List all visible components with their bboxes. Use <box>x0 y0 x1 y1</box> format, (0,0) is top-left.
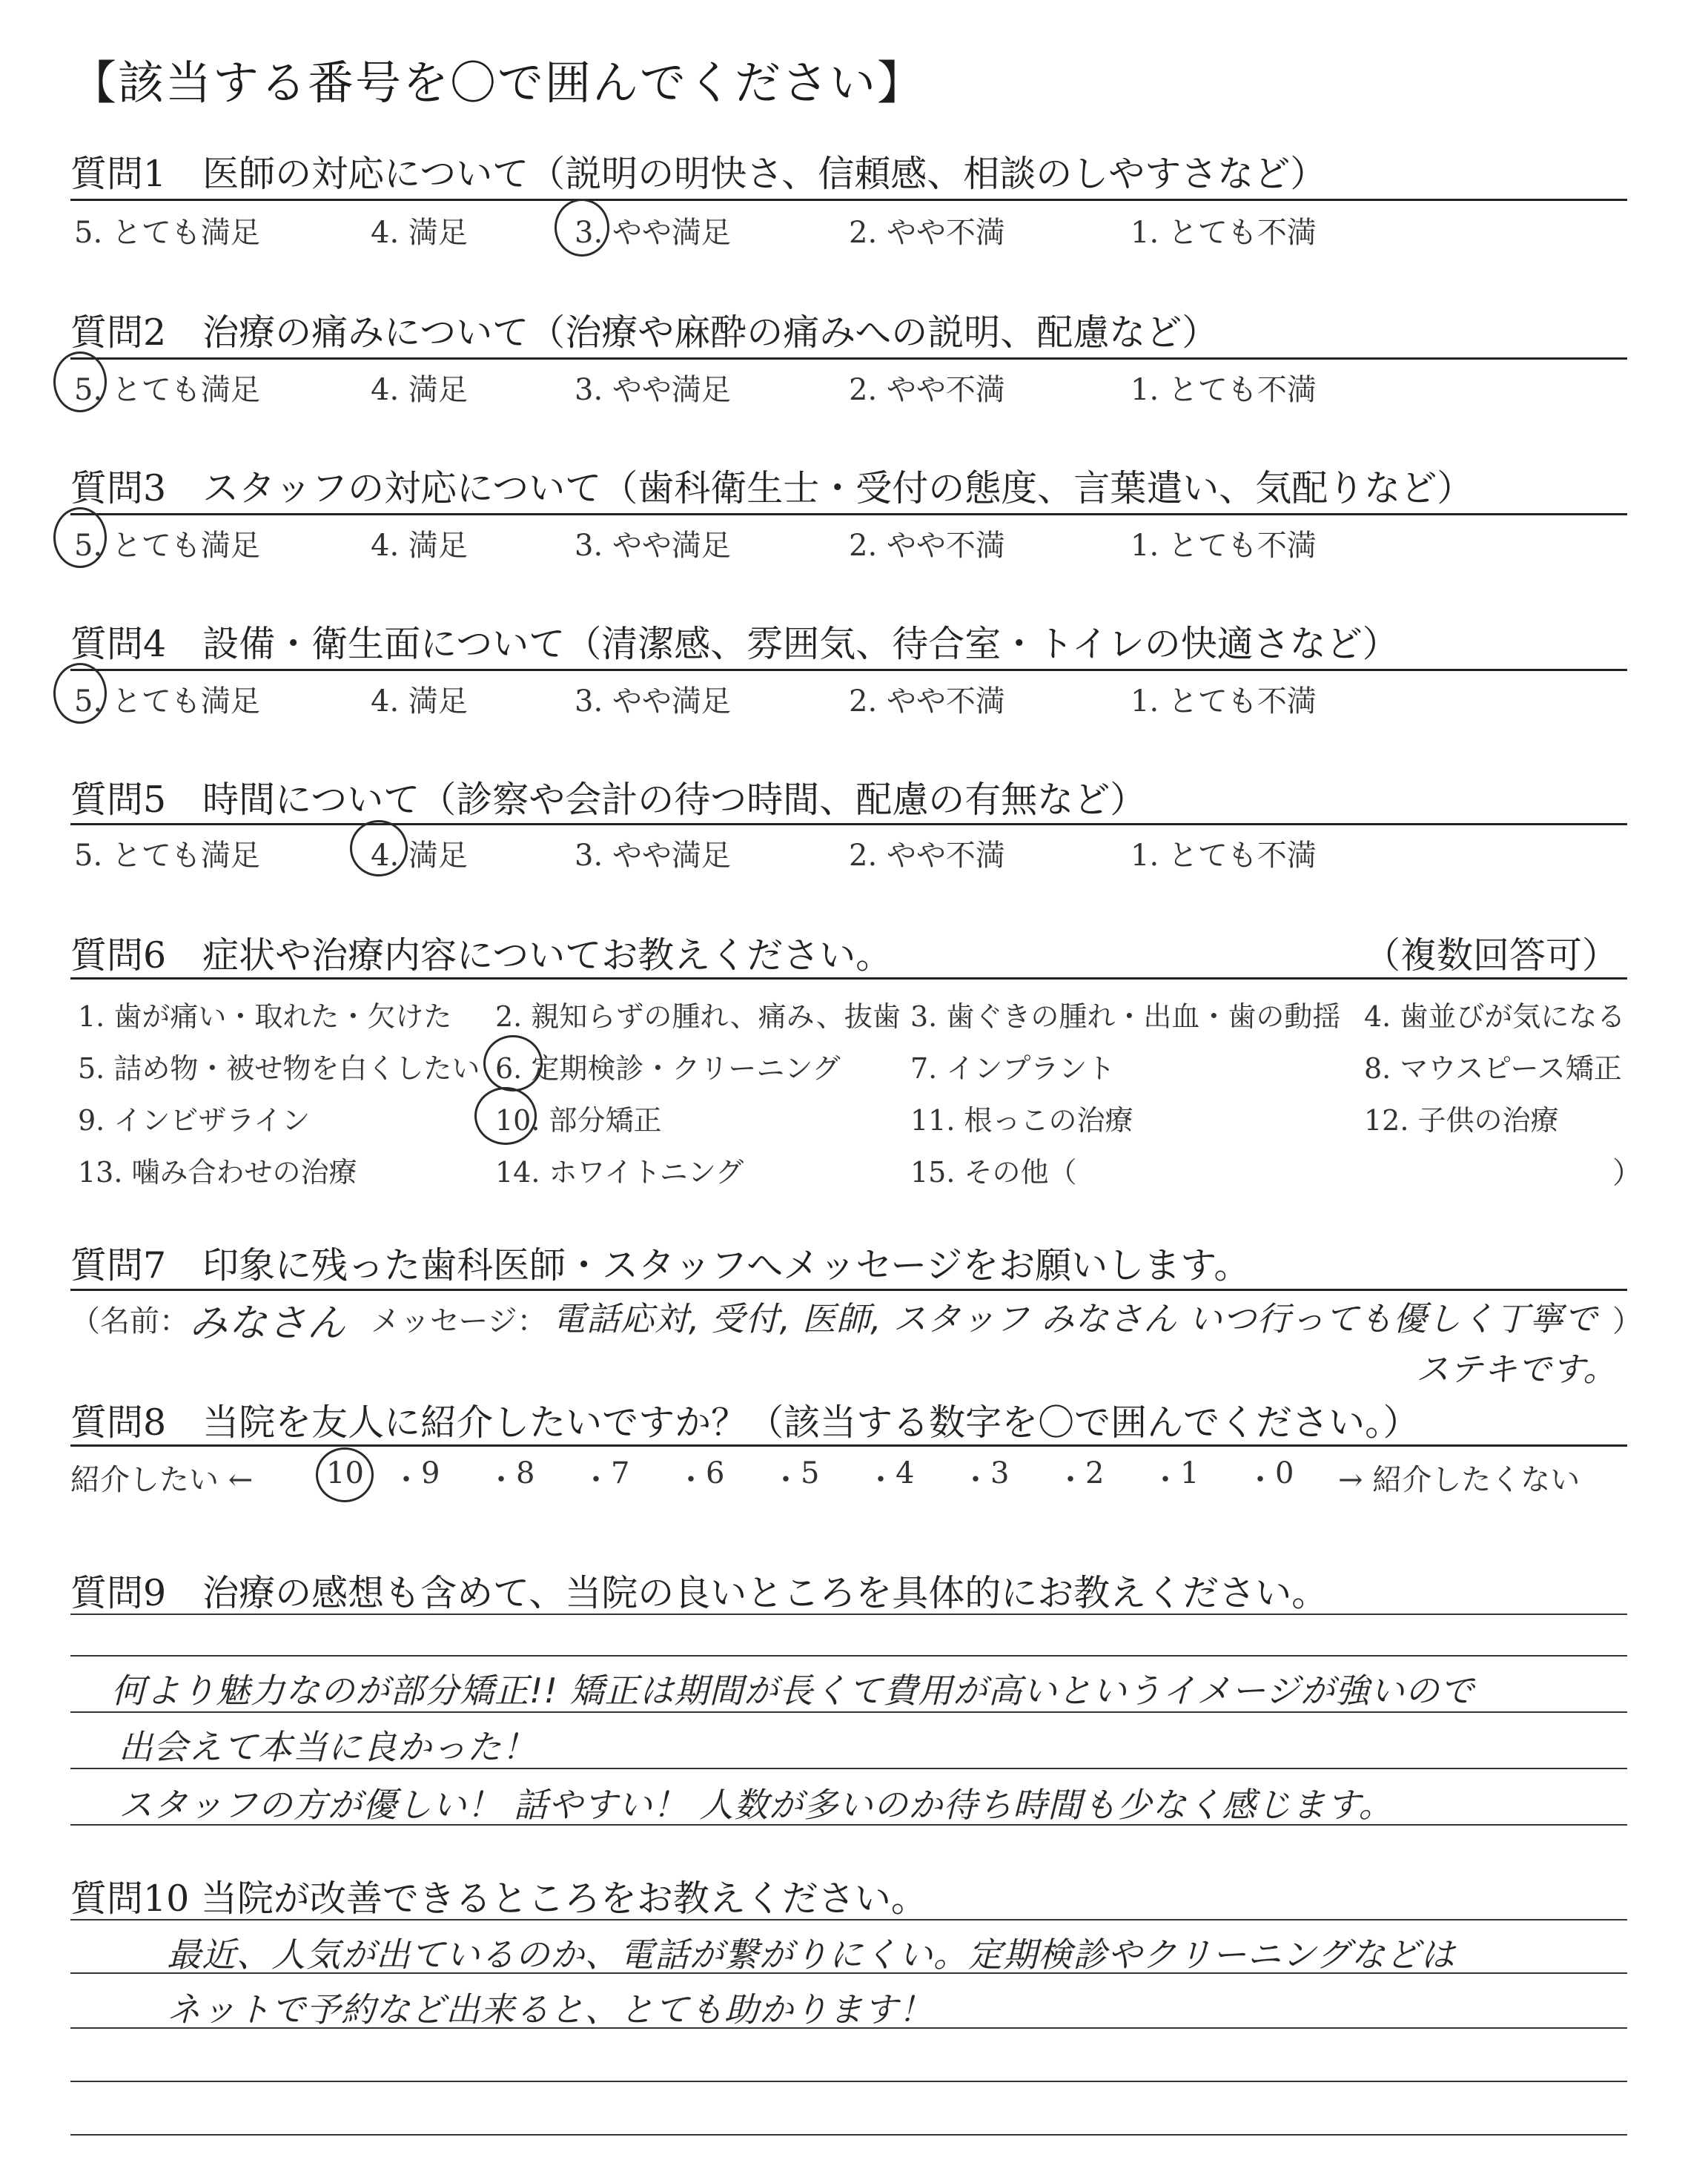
q8-separator-dot: ・ <box>961 1463 990 1497</box>
q1-title: 質問1 医師の対応について（説明の明快さ、信頼感、相談のしやすさなど） <box>70 153 1327 195</box>
q1-option-3[interactable]: 3. やや満足 <box>575 216 731 250</box>
q5-option-4[interactable]: 4. 満足 <box>371 839 468 873</box>
q7-message-line1[interactable]: 電話応対, 受付, 医師, スタッフ みなさん いつ行っても優しく丁寧で <box>552 1299 1598 1338</box>
q4-option-5[interactable]: 5. とても満足 <box>74 684 260 719</box>
q6-option[interactable]: 15. その他（ <box>910 1156 1077 1189</box>
q3-option-1[interactable]: 1. とても不満 <box>1131 529 1317 563</box>
q7-message-label: メッセージ： <box>371 1304 547 1338</box>
q6-option[interactable]: 10. 部分矯正 <box>495 1104 662 1137</box>
q3-selection-circle <box>53 507 107 568</box>
q6-option[interactable]: 11. 根っこの治療 <box>910 1104 1133 1137</box>
q9-answer-line1[interactable]: 何より魅力なのが部分矯正!! 矯正は期間が長くて費用が高いというイメージが強いので <box>111 1671 1475 1711</box>
q8-number-8[interactable]: 8 <box>516 1456 535 1490</box>
q8-number-1[interactable]: 1 <box>1180 1456 1199 1490</box>
q5-rule <box>70 823 1627 825</box>
q4-option-1[interactable]: 1. とても不満 <box>1131 684 1317 719</box>
q8-number-6[interactable]: 6 <box>706 1456 725 1490</box>
q6-option[interactable]: 3. 歯ぐきの腫れ・出血・歯の動揺 <box>910 1000 1341 1033</box>
q1-rule <box>70 199 1627 201</box>
q8-separator-dot: ・ <box>866 1463 896 1497</box>
q9-rule <box>70 1614 1627 1615</box>
q8-separator-dot: ・ <box>581 1463 611 1497</box>
q5-title: 質問5 時間について（診察や会計の待つ時間、配慮の有無など） <box>70 779 1147 821</box>
q8-separator-dot: ・ <box>1245 1463 1275 1497</box>
q8-number-10[interactable]: 10 <box>326 1456 364 1490</box>
q7-name-label: （名前： <box>70 1304 189 1338</box>
q6-option[interactable]: 1. 歯が痛い・取れた・欠けた <box>78 1000 452 1033</box>
q8-left-label: 紹介したい ← <box>70 1463 254 1497</box>
page-heading: 【該当する番号を〇で囲んでください】 <box>70 56 925 110</box>
q8-separator-dot: ・ <box>1151 1463 1180 1497</box>
q7-rule <box>70 1289 1627 1291</box>
q4-rule <box>70 669 1627 671</box>
q3-option-5[interactable]: 5. とても満足 <box>74 529 260 563</box>
q6-option[interactable]: 14. ホワイトニング <box>495 1156 744 1189</box>
q6-option[interactable]: 7. インプラント <box>910 1052 1116 1085</box>
q7-close-paren: ） <box>1612 1304 1642 1338</box>
q6-option[interactable]: 6. 定期検診・クリーニング <box>495 1052 841 1085</box>
q8-number-9[interactable]: 9 <box>421 1456 440 1490</box>
q2-option-4[interactable]: 4. 満足 <box>371 373 468 407</box>
q9-answer-line <box>70 1655 1627 1657</box>
q6-option[interactable]: 2. 親知らずの腫れ、痛み、抜歯 <box>495 1000 901 1033</box>
q2-selection-circle <box>53 351 107 412</box>
q8-title: 質問8 当院を友人に紹介したいですか？（該当する数字を〇で囲んでください。） <box>70 1401 1420 1444</box>
q8-separator-dot: ・ <box>676 1463 706 1497</box>
q6-title: 質問6 症状や治療内容についてお教えください。 <box>70 934 893 977</box>
q10-title: 質問10 当院が改善できるところをお教えください。 <box>70 1877 927 1920</box>
q6-selection-circle-10 <box>474 1087 537 1145</box>
q4-title: 質問4 設備・衛生面について（清潔感、雰囲気、待合室・トイレの快適さなど） <box>70 623 1399 665</box>
q2-option-5[interactable]: 5. とても満足 <box>74 373 260 407</box>
q3-rule <box>70 513 1627 515</box>
q2-title: 質問2 治療の痛みについて（治療や麻酔の痛みへの説明、配慮など） <box>70 311 1219 354</box>
q4-option-4[interactable]: 4. 満足 <box>371 684 468 719</box>
q4-selection-circle <box>53 663 107 724</box>
q8-separator-dot: ・ <box>486 1463 516 1497</box>
q8-separator-dot: ・ <box>1056 1463 1085 1497</box>
q10-answer-line <box>70 2081 1627 2082</box>
q8-number-2[interactable]: 2 <box>1085 1456 1105 1490</box>
q6-option[interactable]: 4. 歯並びが気になる <box>1364 1000 1626 1033</box>
q7-message-line2[interactable]: ステキです。 <box>1416 1350 1618 1389</box>
q3-option-2[interactable]: 2. やや不満 <box>849 529 1005 563</box>
q2-option-1[interactable]: 1. とても不満 <box>1131 373 1317 407</box>
q3-title: 質問3 スタッフの対応について（歯科衛生士・受付の態度、言葉遣い、気配りなど） <box>70 467 1474 509</box>
q2-option-3[interactable]: 3. やや満足 <box>575 373 731 407</box>
q6-multi-note: （複数回答可） <box>1364 934 1619 977</box>
q6-option[interactable]: 8. マウスピース矯正 <box>1364 1052 1622 1085</box>
q9-title: 質問9 治療の感想も含めて、当院の良いところを具体的にお教えください。 <box>70 1572 1328 1614</box>
q8-separator-dot: ・ <box>391 1463 421 1497</box>
q7-title: 質問7 印象に残った歯科医師・スタッフへメッセージをお願いします。 <box>70 1244 1251 1287</box>
q8-right-label: → 紹介したくない <box>1338 1463 1580 1497</box>
q8-number-3[interactable]: 3 <box>990 1456 1010 1490</box>
q8-number-0[interactable]: 0 <box>1275 1456 1294 1490</box>
q10-rule <box>70 1919 1627 1920</box>
q6-option[interactable]: 13. 噛み合わせの治療 <box>78 1156 357 1189</box>
q5-selection-circle <box>350 820 408 876</box>
q1-option-4[interactable]: 4. 満足 <box>371 216 468 250</box>
q8-separator-dot: ・ <box>771 1463 801 1497</box>
q6-option[interactable]: 9. インビザライン <box>78 1104 311 1137</box>
q8-number-7[interactable]: 7 <box>611 1456 630 1490</box>
q9-answer-line3[interactable]: スタッフの方が優しい！ 話やすい！ 人数が多いのか待ち時間も少なく感じます。 <box>119 1785 1394 1825</box>
q1-option-2[interactable]: 2. やや不満 <box>849 216 1005 250</box>
q5-option-1[interactable]: 1. とても不満 <box>1131 839 1317 873</box>
q1-selection-circle <box>555 199 609 257</box>
q5-option-5[interactable]: 5. とても満足 <box>74 839 260 873</box>
q2-option-2[interactable]: 2. やや不満 <box>849 373 1005 407</box>
q6-option[interactable]: 5. 詰め物・被せ物を白くしたい <box>78 1052 480 1085</box>
q6-selection-circle-6 <box>483 1035 543 1091</box>
q8-number-5[interactable]: 5 <box>801 1456 820 1490</box>
q8-selection-circle <box>316 1447 374 1502</box>
q6-rule <box>70 977 1627 980</box>
q2-rule <box>70 357 1627 360</box>
q3-option-4[interactable]: 4. 満足 <box>371 529 468 563</box>
q4-option-2[interactable]: 2. やや不満 <box>849 684 1005 719</box>
q7-name-value[interactable]: みなさん <box>189 1301 347 1346</box>
q8-number-4[interactable]: 4 <box>896 1456 915 1490</box>
q8-rule <box>70 1444 1627 1447</box>
q10-answer-line2[interactable]: ネットで予約など出来ると、とても助かります！ <box>167 1989 933 2029</box>
q9-answer-line2[interactable]: 出会えて本当に良かった！ <box>119 1727 537 1767</box>
q6-option[interactable]: 12. 子供の治療 <box>1364 1104 1559 1137</box>
q10-answer-line <box>70 2134 1627 2136</box>
q6-other-close-paren: ） <box>1612 1156 1642 1190</box>
q10-answer-line1[interactable]: 最近、人気が出ているのか、電話が繋がりにくい。定期検診やクリーニングなどは <box>167 1935 1456 1975</box>
q5-option-3[interactable]: 3. やや満足 <box>575 839 731 873</box>
q1-option-5[interactable]: 5. とても満足 <box>74 216 260 250</box>
q3-option-3[interactable]: 3. やや満足 <box>575 529 731 563</box>
q1-option-1[interactable]: 1. とても不満 <box>1131 216 1317 250</box>
q5-option-2[interactable]: 2. やや不満 <box>849 839 1005 873</box>
q4-option-3[interactable]: 3. やや満足 <box>575 684 731 719</box>
